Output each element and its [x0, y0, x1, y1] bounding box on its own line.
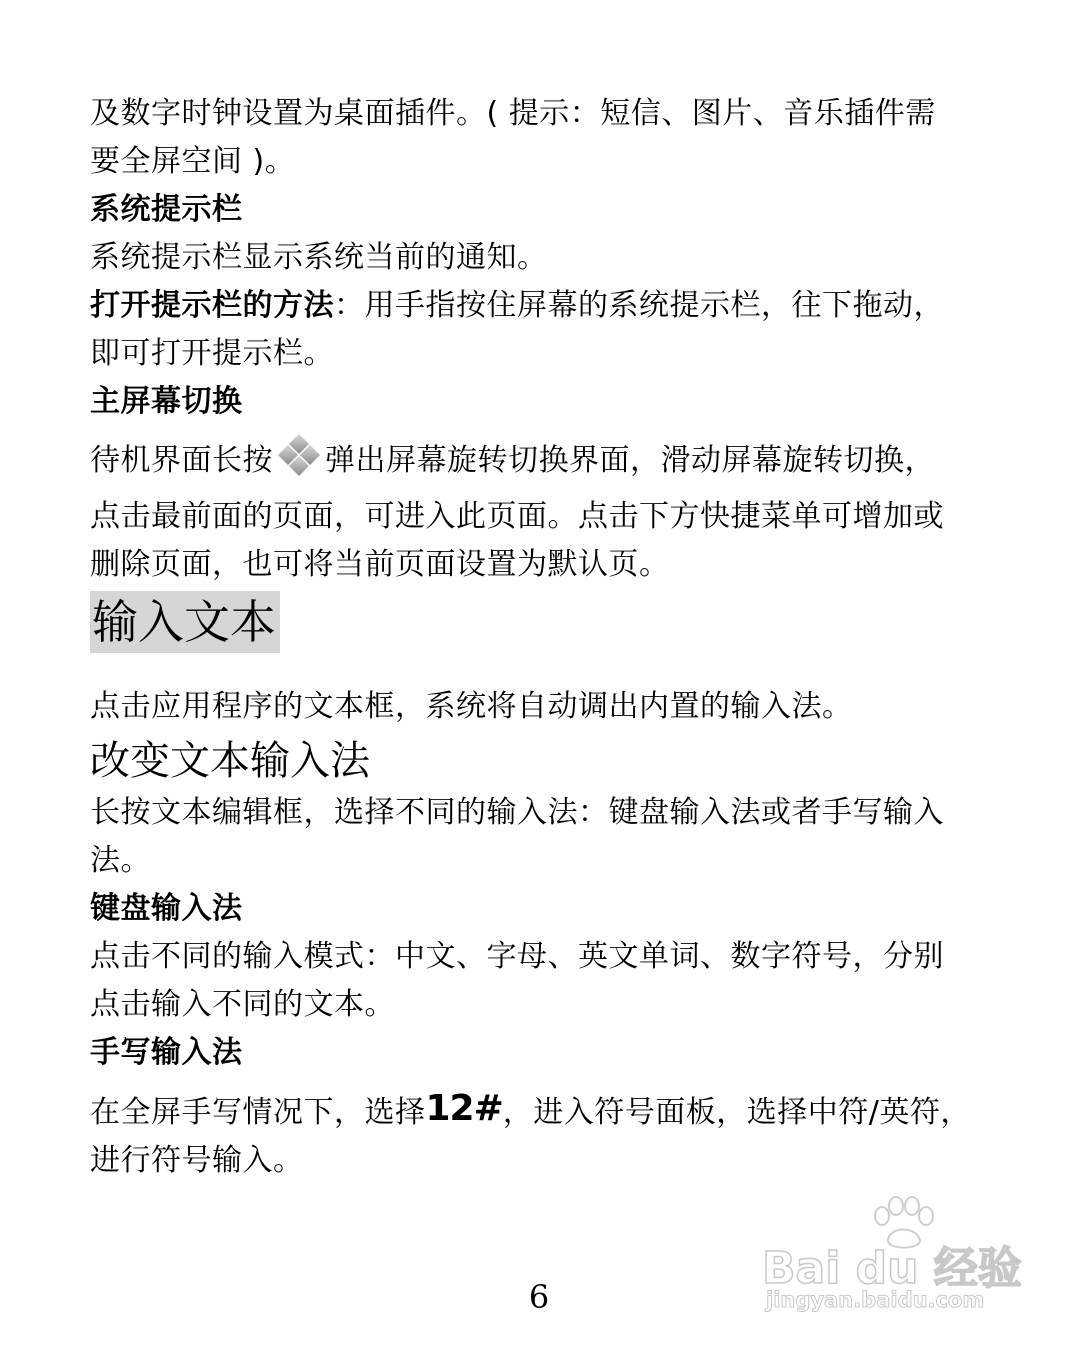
paragraph-line: 即可打开提示栏。	[90, 336, 334, 371]
handwriting-text-a: 在全屏手写情况下，选择	[90, 1095, 426, 1130]
paragraph-open-bar	[90, 282, 990, 330]
paragraph-switch	[90, 434, 990, 493]
heading-handwriting: 手写输入法	[90, 1035, 243, 1070]
spacer	[90, 426, 990, 434]
paragraph-line: 长按文本编辑框，选择不同的输入法：键盘输入法或者手写输入	[90, 795, 944, 830]
switch-text-a: 待机界面长按	[90, 443, 273, 478]
four-diamond-menu-icon	[273, 434, 325, 493]
paragraph-line: 进行符号输入。	[90, 1143, 304, 1178]
switch-text-b: 弹出屏幕旋转切换界面，滑动屏幕旋转切换，	[325, 443, 935, 478]
heading-status-bar: 系统提示栏	[90, 192, 243, 227]
paragraph-line: 及数字时钟设置为桌面插件。( 提示：短信、图片、音乐插件需	[90, 96, 936, 131]
watermark-brand: Bai du 经验	[762, 1243, 1022, 1294]
paragraph-line: 删除页面，也可将当前页面设置为默认页。	[90, 547, 670, 582]
watermark-url: jingyan.baidu.com	[766, 1288, 985, 1312]
page-number: 6	[528, 1278, 550, 1316]
handwriting-text-b: ，进入符号面板，选择中符/英符，	[502, 1095, 971, 1130]
paragraph-line: 法。	[90, 843, 151, 878]
paragraph-line: 点击输入不同的文本。	[90, 987, 395, 1022]
heading-keyboard: 键盘输入法	[90, 891, 243, 926]
open-bar-text: ：用手指按住屏幕的系统提示栏，往下拖动，	[334, 288, 944, 323]
paragraph-line: 点击最前面的页面，可进入此页面。点击下方快捷菜单可增加或	[90, 499, 944, 534]
paragraph-line: 点击应用程序的文本框，系统将自动调出内置的输入法。	[90, 689, 853, 724]
paragraph-line: 系统提示栏显示系统当前的通知。	[90, 240, 548, 275]
document-page	[90, 90, 990, 1185]
open-bar-label: 打开提示栏的方法	[90, 288, 334, 323]
paragraph-line: 点击不同的输入模式：中文、字母、英文单词、数字符号，分别	[90, 939, 944, 974]
subsection-title: 改变文本输入法	[90, 738, 370, 784]
paragraph-handwriting	[90, 1085, 990, 1137]
heading-home-switch: 主屏幕切换	[90, 384, 243, 419]
number-symbol-icon: 12#	[425, 1088, 503, 1129]
paragraph-line: 要全屏空间 )。	[90, 144, 296, 179]
section-title: 输入文本	[90, 591, 280, 653]
baidu-jingyan-watermark	[760, 1196, 1020, 1320]
spacer	[90, 1077, 990, 1085]
